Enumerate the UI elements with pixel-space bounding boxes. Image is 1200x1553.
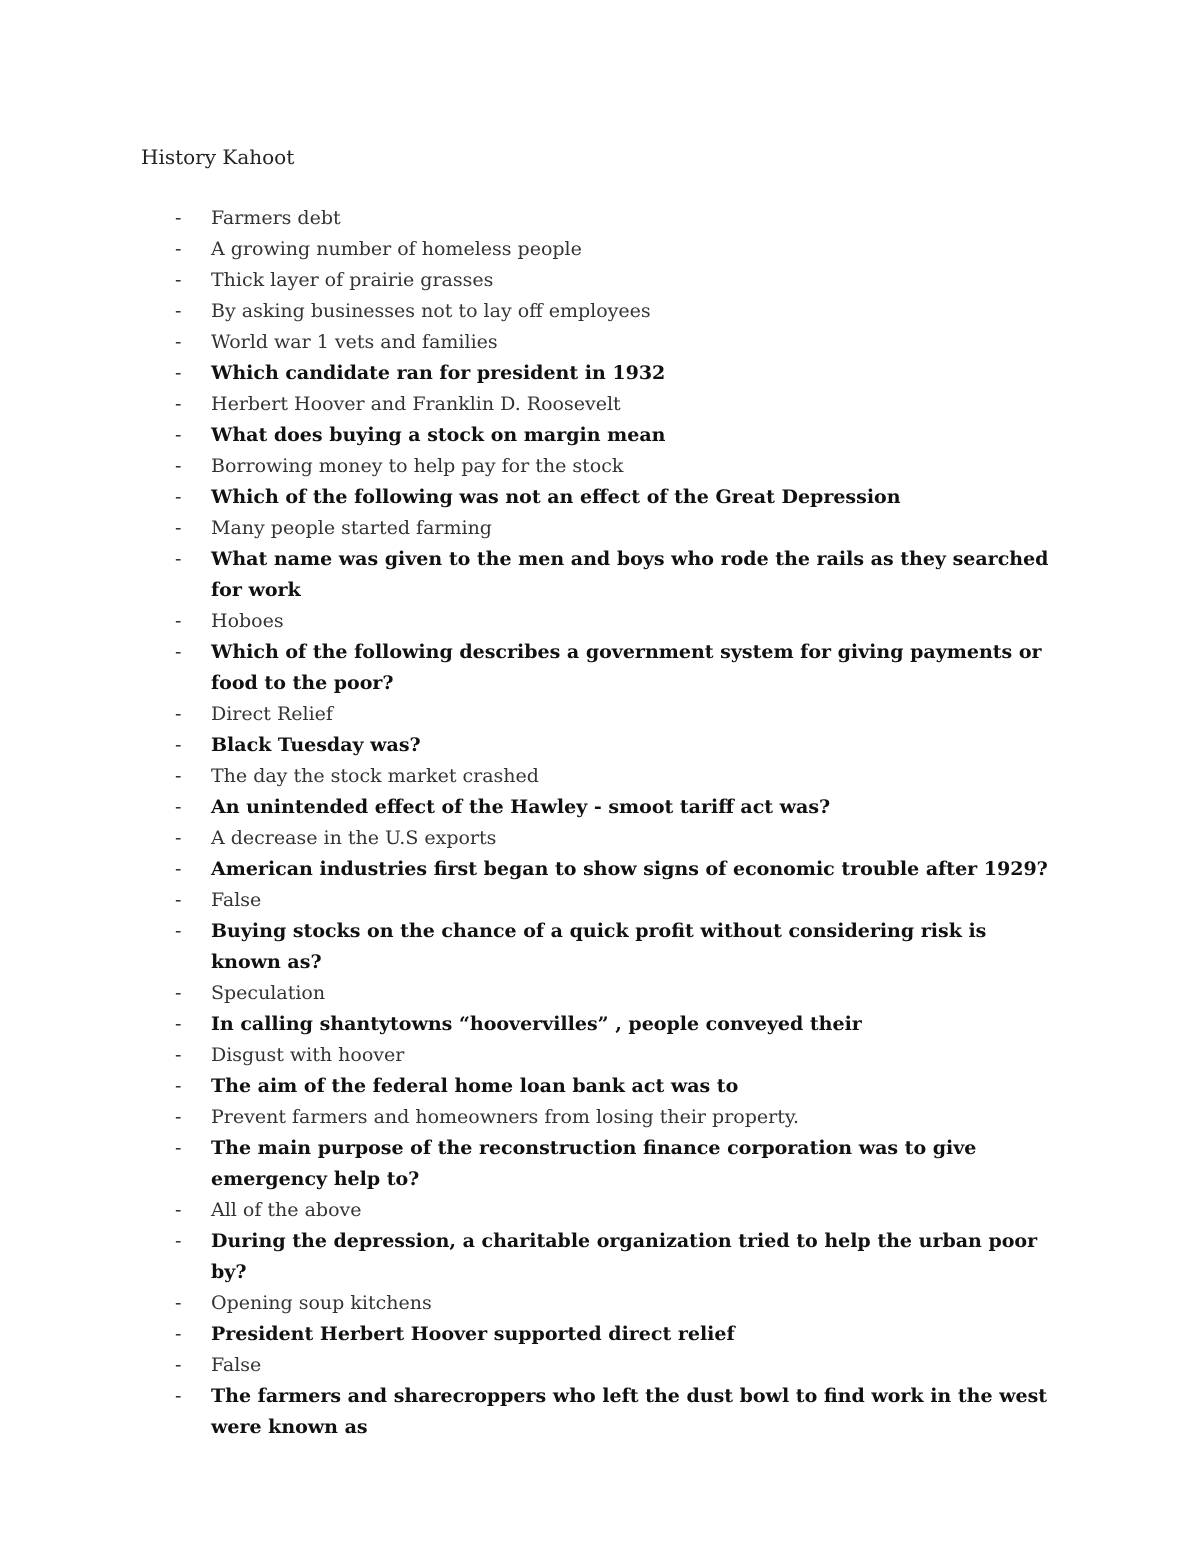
bullet-dash: - — [175, 920, 182, 942]
bullet-list — [0, 203, 1200, 1443]
bullet-dash: - — [175, 207, 182, 229]
bullet-dash: - — [175, 269, 182, 291]
bullet-dash: - — [175, 858, 182, 880]
answer-item — [0, 978, 1200, 1009]
answer-item — [0, 327, 1200, 358]
document-title: History Kahoot — [141, 145, 295, 169]
question-text: What does buying a stock on margin mean — [211, 424, 666, 446]
question-text: Which of the following was not an effect of the Great Depression — [211, 486, 901, 508]
answer-item — [0, 296, 1200, 327]
bullet-dash: - — [175, 765, 182, 787]
bullet-dash: - — [175, 1044, 182, 1066]
answer-text: False — [211, 889, 262, 911]
question-item — [0, 1009, 1200, 1040]
answer-item — [0, 451, 1200, 482]
question-item — [0, 358, 1200, 389]
answer-text: Farmers debt — [211, 207, 341, 229]
bullet-dash: - — [175, 486, 182, 508]
question-item — [0, 1133, 1200, 1195]
answer-text: A decrease in the U.S exports — [211, 827, 497, 849]
answer-item — [0, 203, 1200, 234]
answer-item — [0, 885, 1200, 916]
question-item — [0, 1319, 1200, 1350]
bullet-dash: - — [175, 1230, 182, 1252]
question-item — [0, 916, 1200, 978]
answer-text: Borrowing money to help pay for the stock — [211, 455, 624, 477]
question-text: In calling shantytowns “hoovervilles” , people conveyed their — [211, 1013, 862, 1035]
answer-text: Opening soup kitchens — [211, 1292, 432, 1314]
answer-text: A growing number of homeless people — [211, 238, 582, 260]
answer-text: Herbert Hoover and Franklin D. Roosevelt — [211, 393, 621, 415]
question-text: Buying stocks on the chance of a quick profit without considering risk is known as? — [211, 920, 987, 973]
bullet-dash: - — [175, 703, 182, 725]
answer-item — [0, 1350, 1200, 1381]
answer-text: Direct Relief — [211, 703, 333, 725]
bullet-dash: - — [175, 827, 182, 849]
question-text: An unintended effect of the Hawley - smoot tariff act was? — [211, 796, 831, 818]
answer-text: All of the above — [211, 1199, 362, 1221]
bullet-dash: - — [175, 1106, 182, 1128]
answer-item — [0, 389, 1200, 420]
bullet-dash: - — [175, 1137, 182, 1159]
bullet-dash: - — [175, 362, 182, 384]
question-item — [0, 854, 1200, 885]
answer-item — [0, 265, 1200, 296]
question-item — [0, 1226, 1200, 1288]
question-item — [0, 544, 1200, 606]
question-text: During the depression, a charitable organization tried to help the urban poor by? — [211, 1230, 1038, 1283]
question-text: Black Tuesday was? — [211, 734, 421, 756]
answer-text: Disgust with hoover — [211, 1044, 405, 1066]
answer-text: By asking businesses not to lay off employees — [211, 300, 651, 322]
bullet-dash: - — [175, 238, 182, 260]
question-item — [0, 730, 1200, 761]
bullet-dash: - — [175, 796, 182, 818]
answer-item — [0, 1040, 1200, 1071]
question-text: Which candidate ran for president in 1932 — [211, 362, 666, 384]
answer-item — [0, 606, 1200, 637]
question-text: Which of the following describes a government system for giving payments or food to the poor? — [211, 641, 1042, 694]
answer-item — [0, 1102, 1200, 1133]
answer-item — [0, 513, 1200, 544]
answer-item — [0, 1288, 1200, 1319]
answer-item — [0, 234, 1200, 265]
answer-text: Prevent farmers and homeowners from losing their property. — [211, 1106, 800, 1128]
question-item — [0, 420, 1200, 451]
question-text: The farmers and sharecroppers who left the dust bowl to find work in the west were known as — [211, 1385, 1048, 1438]
bullet-dash: - — [175, 982, 182, 1004]
bullet-dash: - — [175, 455, 182, 477]
question-item — [0, 637, 1200, 699]
bullet-dash: - — [175, 548, 182, 570]
bullet-dash: - — [175, 1199, 182, 1221]
question-item — [0, 1381, 1200, 1443]
answer-item — [0, 761, 1200, 792]
bullet-dash: - — [175, 1013, 182, 1035]
bullet-dash: - — [175, 641, 182, 663]
answer-text: World war 1 vets and families — [211, 331, 498, 353]
bullet-dash: - — [175, 1323, 182, 1345]
question-text: President Herbert Hoover supported direct relief — [211, 1323, 735, 1345]
answer-item — [0, 823, 1200, 854]
answer-text: Many people started farming — [211, 517, 492, 539]
answer-text: Thick layer of prairie grasses — [211, 269, 494, 291]
answer-text: Hoboes — [211, 610, 284, 632]
bullet-dash: - — [175, 331, 182, 353]
bullet-dash: - — [175, 610, 182, 632]
bullet-dash: - — [175, 424, 182, 446]
bullet-dash: - — [175, 517, 182, 539]
question-text: The aim of the federal home loan bank act was to — [211, 1075, 739, 1097]
question-item — [0, 792, 1200, 823]
bullet-dash: - — [175, 393, 182, 415]
bullet-dash: - — [175, 889, 182, 911]
bullet-dash: - — [175, 1385, 182, 1407]
question-item — [0, 1071, 1200, 1102]
answer-text: The day the stock market crashed — [211, 765, 539, 787]
bullet-dash: - — [175, 1354, 182, 1376]
answer-item — [0, 1195, 1200, 1226]
bullet-dash: - — [175, 1075, 182, 1097]
question-text: What name was given to the men and boys who rode the rails as they searched for work — [211, 548, 1049, 601]
question-item — [0, 482, 1200, 513]
question-text: American industries first began to show signs of economic trouble after 1929? — [211, 858, 1048, 880]
question-text: The main purpose of the reconstruction finance corporation was to give emergency help to? — [211, 1137, 977, 1190]
bullet-dash: - — [175, 734, 182, 756]
bullet-dash: - — [175, 1292, 182, 1314]
bullet-dash: - — [175, 300, 182, 322]
answer-item — [0, 699, 1200, 730]
answer-text: Speculation — [211, 982, 326, 1004]
answer-text: False — [211, 1354, 262, 1376]
